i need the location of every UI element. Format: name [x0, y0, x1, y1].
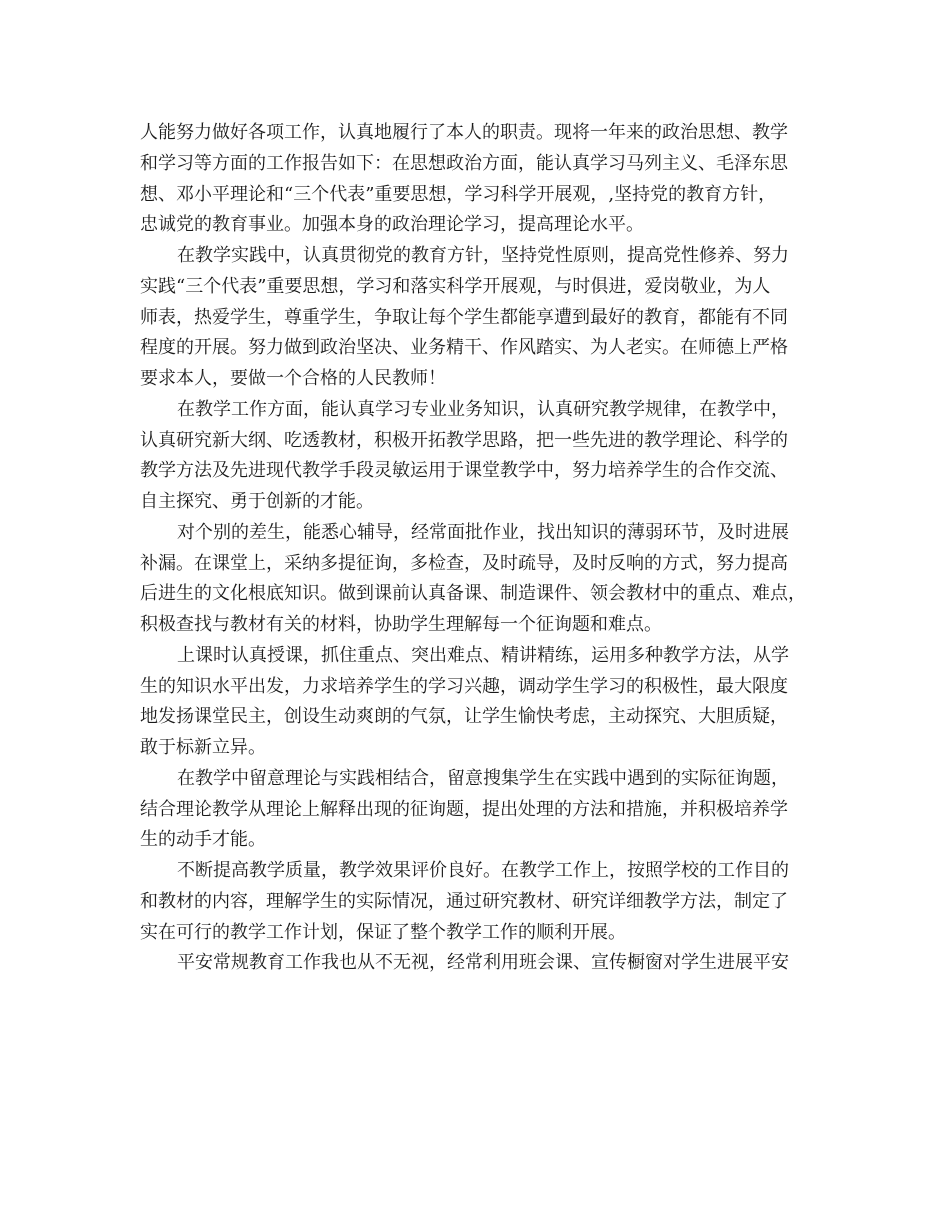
text-line: 和学习等方面的工作报告如下：在思想政治方面，能认真学习马列主义、毛泽东思: [140, 152, 788, 174]
text-line: 对个别的差生，能悉心辅导，经常面批作业，找出知识的薄弱环节，及时进展: [177, 521, 789, 543]
text-line: 上课时认真授课，抓住重点、突出难点、精讲精练，运用多种教学方法，从学: [177, 644, 789, 666]
paragraph: [140, 118, 830, 241]
text-line: 教学方法及先进现代教学手段灵敏运用于课堂教学中，努力培养学生的合作交流、: [140, 460, 788, 482]
paragraph: [140, 395, 830, 518]
text-line: 认真研究新大纲、吃透教材，积极开拓教学思路，把一些先进的教学理论、科学的: [140, 429, 788, 451]
text-line: 和教材的内容，理解学生的实际情况，通过研究教材、研究详细教学方法，制定了: [140, 890, 788, 912]
paragraph: [140, 641, 830, 764]
paragraph: [140, 241, 830, 395]
paragraph: [140, 518, 830, 641]
text-line: 结合理论教学从理论上解释出现的征询题，提出处理的方法和措施，并积极培养学: [140, 798, 788, 820]
paragraph: [140, 856, 830, 948]
text-line: 程度的开展。努力做到政治坚决、业务精干、作风踏实、为人老实。在师德上严格: [140, 337, 788, 359]
text-line: 地发扬课堂民主，创设生动爽朗的气氛，让学生愉快考虑，主动探究、大胆质疑，: [140, 706, 788, 728]
text-line: 实在可行的教学工作计划，保证了整个教学工作的顺利开展。: [140, 921, 626, 943]
text-line: 实践“三个代表”重要思想，学习和落实科学开展观，与时俱进，爱岗敬业，为人: [140, 275, 771, 297]
text-line: 生的动手才能。: [140, 829, 266, 851]
text-line: 自主探究、勇于创新的才能。: [140, 491, 374, 512]
text-line: 补漏。在课堂上，采纳多提征询，多检查，及时疏导，及时反响的方式，努力提高: [140, 552, 788, 574]
text-line: 敢于标新立异。: [140, 737, 266, 758]
paragraph: [140, 948, 830, 979]
paragraph: [140, 764, 830, 856]
text-line: 积极查找与教材有关的材料，协助学生理解每一个征询题和难点。: [140, 614, 662, 635]
text-line: 后进生的文化根底知识。做到课前认真备课、制造课件、领会教材中的重点、难点，: [140, 583, 806, 605]
text-line: 不断提高教学质量，教学效果评价良好。在教学工作上，按照学校的工作目的: [177, 860, 789, 881]
text-line: 要求本人，要做一个合格的人民教师！: [140, 368, 446, 389]
text-line: 生的知识水平出发，力求培养学生的学习兴趣，调动学生学习的积极性，最大限度: [140, 675, 788, 697]
text-line: 在教学中留意理论与实践相结合，留意搜集学生在实践中遇到的实际征询题，: [177, 767, 789, 789]
document-body: [140, 118, 830, 979]
text-line: 在教学实践中，认真贯彻党的教育方针，坚持党性原则，提高党性修养、努力: [177, 245, 789, 266]
text-line: 想、邓小平理论和“三个代表”重要思想，学习科学开展观，,坚持党的教育方针，: [140, 183, 777, 205]
text-line: 在教学工作方面，能认真学习专业业务知识，认真研究教学规律，在教学中，: [177, 398, 789, 420]
text-line: 人能努力做好各项工作，认真地履行了本人的职责。现将一年来的政治思想、教学: [140, 122, 788, 143]
text-line: 师表，热爱学生，尊重学生，争取让每个学生都能享遭到最好的教育，都能有不同: [140, 306, 788, 328]
text-line: 平安常规教育工作我也从不无视，经常利用班会课、宣传橱窗对学生进展平安: [177, 952, 789, 974]
text-line: 忠诚党的教育事业。加强本身的政治理论学习，提高理论水平。: [140, 214, 644, 236]
